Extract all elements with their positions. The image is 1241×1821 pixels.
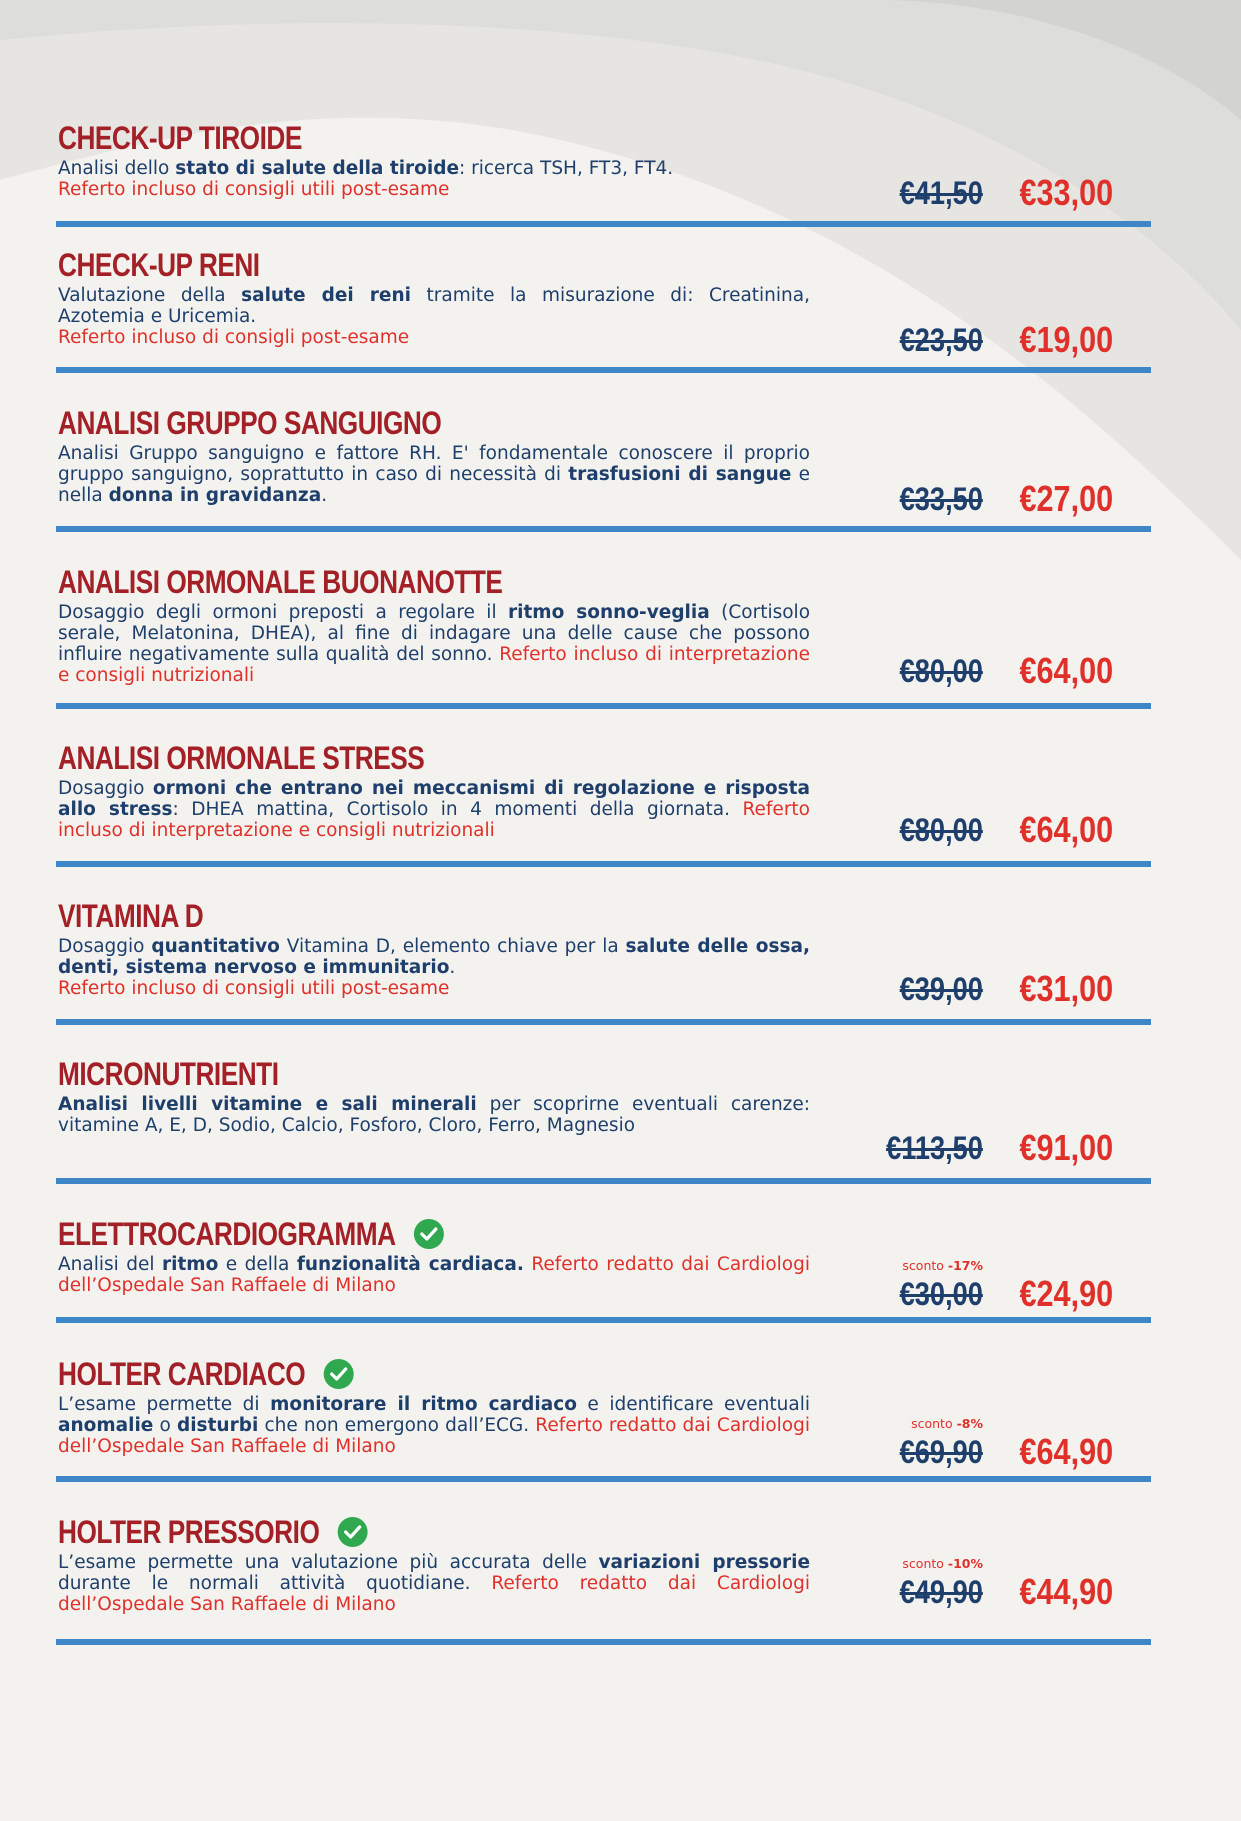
discount-badge: sconto -17% xyxy=(902,1258,983,1273)
old-price: €80,00 xyxy=(899,653,983,689)
new-price: €19,00 xyxy=(1019,319,1113,360)
new-price: €24,90 xyxy=(1019,1273,1113,1314)
discount-badge: sconto -10% xyxy=(902,1556,983,1571)
service-description: L’esame permette una valutazione più accurata delle variazioni pressorie durante le normali attività quotidiane. Referto redatto dai Cardiologi dell’Ospedale San Raffaele di Milano xyxy=(58,1552,810,1615)
service-description: Analisi dello stato di salute della tiroide: ricerca TSH, FT3, FT4. Referto incluso di consigli utili post-esame xyxy=(58,158,674,200)
service-description: Dosaggio quantitativo Vitamina D, elemento chiave per la salute delle ossa, denti, sistema nervoso e immunitario. Referto incluso di consigli utili post-esame xyxy=(58,936,810,999)
service-title: CHECK-UP TIROIDE xyxy=(58,120,302,156)
divider-line xyxy=(56,1639,1151,1645)
service-description: L’esame permette di monitorare il ritmo cardiaco e identificare eventuali anomalie o disturbi che non emergono dall’ECG. Referto redatto dai Cardiologi dell’Ospedale San Raffaele di Milano xyxy=(58,1394,810,1457)
new-price: €91,00 xyxy=(1019,1127,1113,1168)
old-price: €69,90 xyxy=(899,1434,983,1470)
divider-line xyxy=(56,367,1151,373)
new-price: €27,00 xyxy=(1019,478,1113,519)
new-price: €31,00 xyxy=(1019,968,1113,1009)
check-circle-icon xyxy=(323,1359,353,1389)
divider-line xyxy=(56,221,1151,227)
new-price: €64,00 xyxy=(1019,650,1113,691)
new-price: €44,90 xyxy=(1019,1571,1113,1612)
service-title: VITAMINA D xyxy=(58,898,204,934)
service-title: ANALISI ORMONALE BUONANOTTE xyxy=(58,564,503,600)
old-price: €33,50 xyxy=(899,481,983,517)
service-title: ELETTROCARDIOGRAMMA xyxy=(58,1214,438,1254)
service-description: Analisi livelli vitamine e sali minerali per scoprirne eventuali carenze: vitamine A, E, D, Sodio, Calcio, Fosforo, Cloro, Ferro, Magnesio xyxy=(58,1094,810,1136)
discount-badge: sconto -8% xyxy=(911,1416,983,1431)
service-description: Dosaggio degli ormoni preposti a regolare il ritmo sonno-veglia (Cortisolo serale, Melatonina, DHEA), al fine di indagare una delle cause che possono influire negativamente sulla qualità del sonno. Referto incluso di interpretazione e consigli nutrizionali xyxy=(58,602,811,686)
service-title: ANALISI ORMONALE STRESS xyxy=(58,740,425,776)
new-price: €64,00 xyxy=(1019,809,1113,850)
service-title: HOLTER CARDIACO xyxy=(58,1354,348,1394)
service-title: CHECK-UP RENI xyxy=(58,247,260,283)
divider-line xyxy=(56,1019,1151,1025)
new-price: €33,00 xyxy=(1019,172,1113,213)
old-price: €113,50 xyxy=(886,1130,983,1166)
divider-line xyxy=(56,703,1151,709)
service-description: Dosaggio ormoni che entrano nei meccanismi di regolazione e risposta allo stress: DHEA mattina, Cortisolo in 4 momenti della giornata. Referto incluso di interpretazione e consigli nutrizionali xyxy=(58,778,810,841)
new-price: €64,90 xyxy=(1019,1431,1113,1472)
service-title: MICRONUTRIENTI xyxy=(58,1056,279,1092)
old-price: €80,00 xyxy=(899,812,983,848)
service-title: HOLTER PRESSORIO xyxy=(58,1512,362,1552)
service-description: Analisi del ritmo e della funzionalità cardiaca. Referto redatto dai Cardiologi dell’Ospedale San Raffaele di Milano xyxy=(58,1254,811,1296)
old-price: €41,50 xyxy=(899,175,983,211)
check-circle-icon xyxy=(414,1219,444,1249)
divider-line xyxy=(56,1317,1151,1323)
service-title: ANALISI GRUPPO SANGUIGNO xyxy=(58,405,442,441)
service-description: Analisi Gruppo sanguigno e fattore RH. E' fondamentale conoscere il proprio gruppo sanguigno, soprattutto in caso di necessità di trasfusioni di sangue e nella donna in gravidanza. xyxy=(58,443,810,506)
divider-line xyxy=(56,1178,1151,1184)
check-circle-icon xyxy=(337,1517,367,1547)
old-price: €30,00 xyxy=(899,1276,983,1312)
divider-line xyxy=(56,861,1151,867)
old-price: €49,90 xyxy=(899,1574,983,1610)
old-price: €23,50 xyxy=(899,322,983,358)
divider-line xyxy=(56,526,1151,532)
old-price: €39,00 xyxy=(899,971,983,1007)
divider-line xyxy=(56,1476,1151,1482)
service-description: Valutazione della salute dei reni tramite la misurazione di: Creatinina, Azotemia e Uricemia. Referto incluso di consigli post-esame xyxy=(58,285,810,348)
